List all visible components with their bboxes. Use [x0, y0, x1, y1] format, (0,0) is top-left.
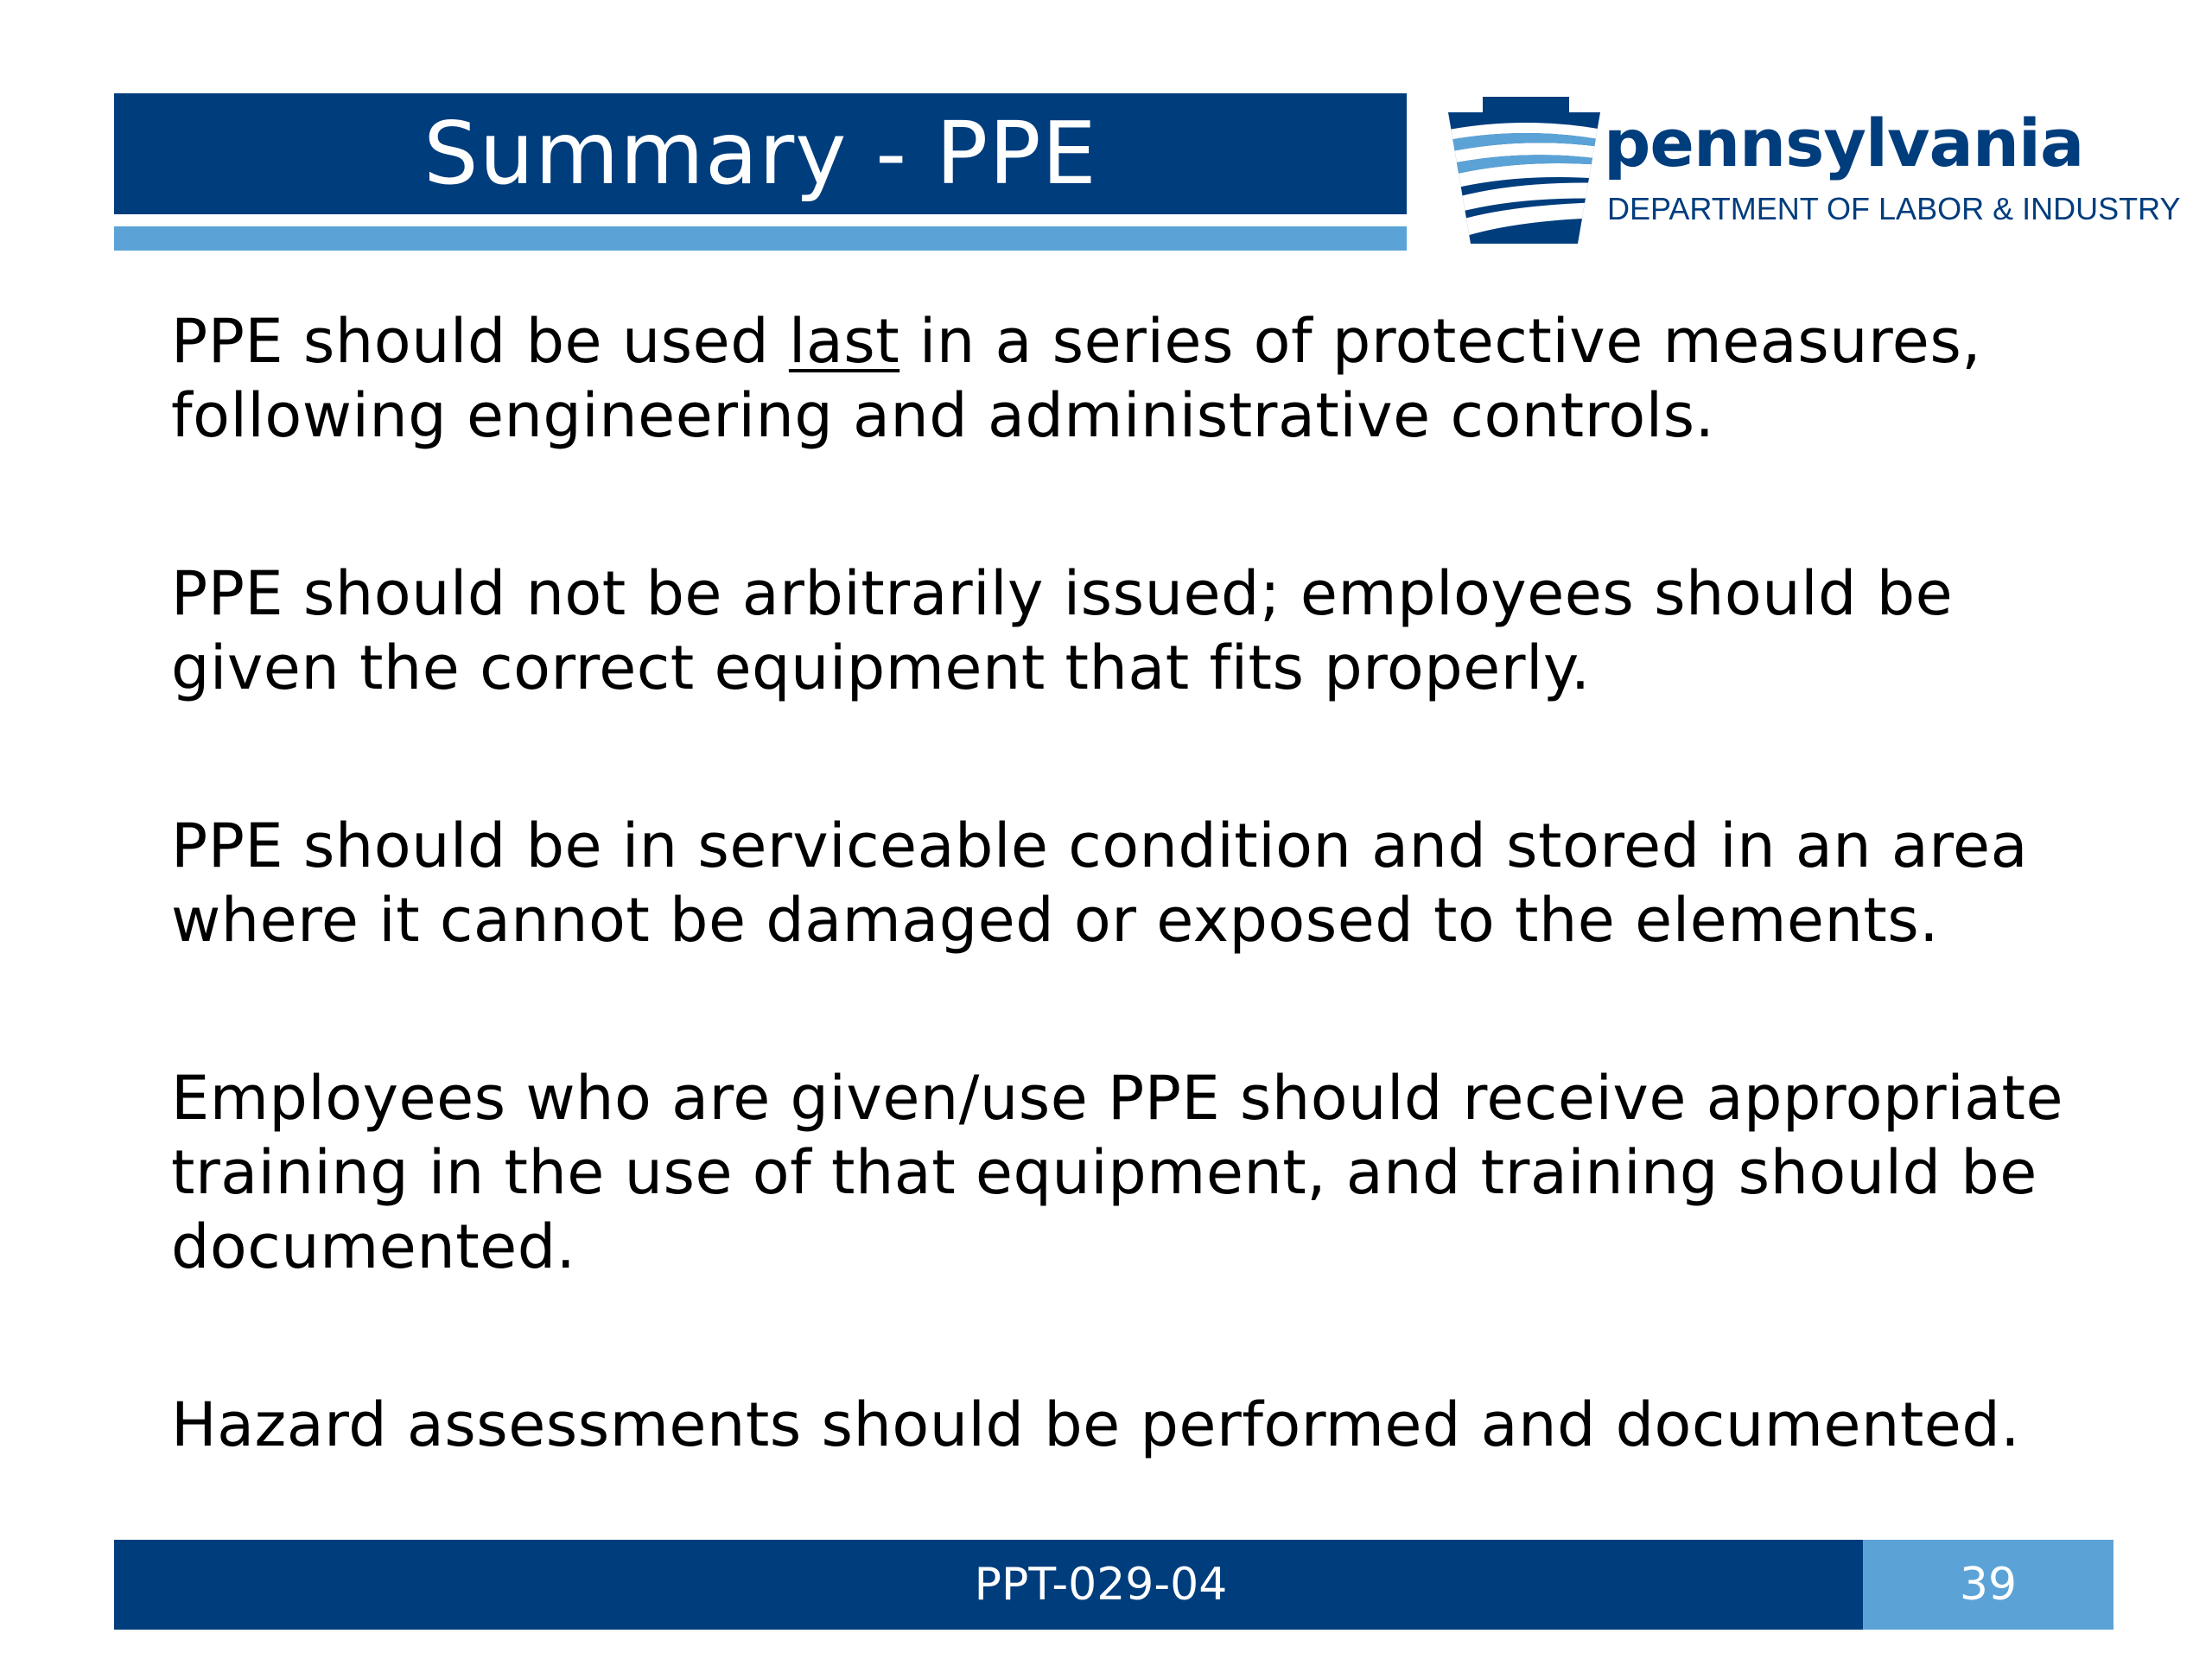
keystone-icon	[1448, 97, 1600, 244]
title-bar	[114, 93, 1407, 214]
page-number-box	[1863, 1540, 2113, 1630]
paragraph-4: Employees who are given/use PPE should receive appropriate training in the use of that equipment, and training should be documented.	[171, 1063, 2064, 1282]
paragraph-3: PPE should be in serviceable condition and stored in an area where it cannot be damaged or exposed to the elements.	[171, 810, 2028, 956]
pa-labor-industry-logo	[1448, 97, 2181, 244]
footer-bar	[114, 1540, 1863, 1630]
paragraph-1-start: PPE should be used	[171, 306, 789, 377]
paragraph-1-emphasis: last	[788, 306, 900, 377]
logo-department: DEPARTMENT OF LABOR & INDUSTRY	[1607, 191, 2181, 226]
slide-content	[171, 304, 2115, 1566]
footer-code: PPT-029-04	[974, 1559, 1228, 1611]
paragraph-1	[171, 304, 2115, 453]
logo-name: pennsylvania	[1604, 105, 2084, 181]
paragraph-2: PPE should not be arbitrarily issued; employees should be given the correct equipment that fits properly.	[171, 558, 1954, 703]
paragraph-5: Hazard assessments should be performed and documented.	[171, 1389, 2021, 1460]
title-underline	[114, 226, 1407, 251]
slide-title: Summary - PPE	[423, 103, 1097, 204]
paragraph-1-end: in a series of protective measures, following engineering and administrative controls.	[171, 306, 1982, 451]
page-number: 39	[1959, 1559, 2018, 1611]
